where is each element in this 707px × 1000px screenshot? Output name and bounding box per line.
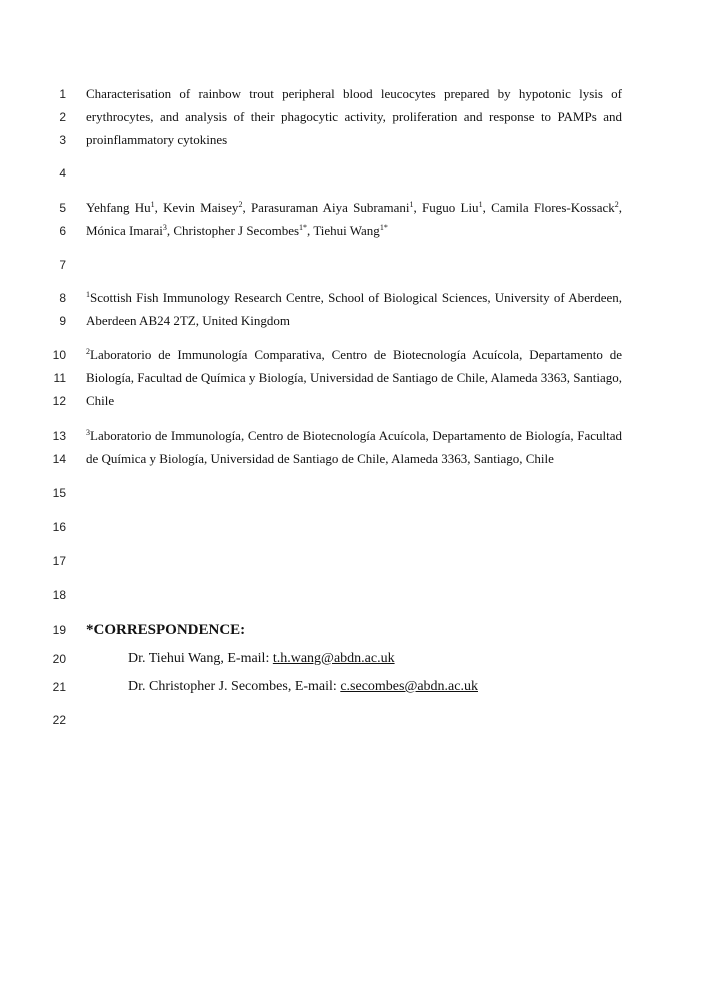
line-11: [0, 368, 707, 388]
line-number: 10: [52, 348, 66, 362]
author-affiliation: 1*: [299, 223, 308, 232]
line-16: [0, 517, 707, 537]
line-number: 16: [52, 520, 66, 534]
line-20: [0, 649, 707, 669]
author-list: Mónica Imarai$^3$, Christopher J Secombes$^{1*}$, Tiehui Wang$^{1*}$: [86, 223, 388, 238]
line-15: [0, 483, 707, 503]
line-number: 6: [59, 224, 66, 238]
line-number: 17: [52, 554, 66, 568]
line-number: 15: [52, 486, 66, 500]
author-affiliation: 2: [614, 200, 619, 209]
author-name: Christopher J Secombes: [173, 223, 300, 238]
email-link[interactable]: c.secombes@abdn.ac.uk: [340, 679, 478, 694]
contact-label: Dr. Christopher J. Secombes, E-mail:: [128, 679, 341, 694]
line-number: 11: [53, 371, 66, 385]
line-21: [0, 677, 707, 697]
contact-label: Dr. Tiehui Wang, E-mail:: [128, 651, 273, 666]
line-number: 3: [59, 133, 66, 147]
author-name: Camila Flores-Kossack: [491, 200, 615, 215]
line-number: 13: [52, 429, 66, 443]
affiliation-number: 2: [86, 347, 90, 356]
author-name: Parasuraman Aiya Subramani: [250, 200, 410, 215]
line-number: 8: [59, 291, 66, 305]
affiliation-number: 1: [86, 290, 90, 299]
affiliation: [86, 426, 622, 446]
line-8: [0, 288, 707, 308]
line-1: [0, 84, 707, 104]
line-number: 14: [52, 452, 66, 466]
line-number: 7: [59, 258, 66, 272]
line-14: [0, 449, 707, 469]
affiliation-text: Aberdeen AB24 2TZ, United Kingdom: [86, 313, 290, 328]
line-9: [0, 311, 707, 331]
line-6: [0, 221, 707, 241]
line-2: [0, 107, 707, 127]
affiliation-text: Scottish Fish Immunology Research Centre, School of Biological Sciences, University of Aberdeen,: [90, 290, 622, 305]
line-number: 12: [52, 394, 66, 408]
line-number: 21: [52, 680, 66, 694]
line-number: 5: [59, 201, 66, 215]
line-number: 20: [52, 652, 66, 666]
title-line: Characterisation of rainbow trout peripheral blood leucocytes prepared by hypotonic lysis of: [86, 86, 622, 101]
author-affiliation: 1: [478, 200, 483, 209]
title-line: erythrocytes, and analysis of their phagocytic activity, proliferation and response to PAMPs and: [86, 109, 622, 124]
line-13: [0, 426, 707, 446]
author-name: Mónica Imarai: [86, 223, 163, 238]
author-list: Yehfang Hu$^1$, Kevin Maisey$^2$, Parasuraman Aiya Subramani$^1$, Fuguo Liu$^1$, Camila Flores-Kossack$^2$,: [86, 200, 622, 215]
affiliation-text: Laboratorio de Immunología Comparativa, Centro de Biotecnología Acuícola, Departamento de: [90, 347, 622, 362]
correspondence-contact: [128, 649, 664, 669]
title-line: proinflammatory cytokines: [86, 132, 228, 147]
line-10: [0, 345, 707, 365]
line-number: 18: [52, 588, 66, 602]
affiliation-text: Chile: [86, 393, 115, 408]
line-number: 9: [59, 314, 66, 328]
affiliation: [86, 288, 622, 308]
author-name: Tiehui Wang: [313, 223, 380, 238]
author-name: Yehfang Hu: [86, 200, 151, 215]
line-22: [0, 710, 707, 730]
affiliation-text: Biología, Facultad de Química y Biología, Universidad de Santiago de Chile, Alameda 3363, Santiago,: [86, 370, 622, 385]
line-7: [0, 255, 707, 275]
line-18: [0, 585, 707, 605]
author-affiliation: 3: [162, 223, 167, 232]
correspondence-heading: *CORRESPONDENCE:: [86, 622, 246, 638]
affiliation-text: de Química y Biología, Universidad de Santiago de Chile, Alameda 3363, Santiago, Chile: [86, 451, 554, 466]
affiliation-text: Laboratorio de Immunología, Centro de Biotecnología Acuícola, Departamento de Biología, Facultad: [90, 428, 622, 443]
author-name: Kevin Maisey: [163, 200, 239, 215]
line-19: [0, 620, 707, 640]
email-link[interactable]: t.h.wang@abdn.ac.uk: [272, 651, 395, 666]
line-number: 22: [52, 713, 66, 727]
line-17: [0, 551, 707, 571]
author-affiliation: 1: [409, 200, 414, 209]
author-affiliation: 1*: [379, 223, 388, 232]
affiliation: [86, 345, 622, 365]
correspondence-contact: [128, 677, 664, 697]
line-4: [0, 163, 707, 183]
line-number: 4: [59, 166, 66, 180]
author-affiliation: 1: [150, 200, 155, 209]
author-name: Fuguo Liu: [422, 200, 479, 215]
line-number: 2: [59, 110, 66, 124]
affiliation-number: 3: [86, 428, 90, 437]
line-5: [0, 198, 707, 218]
line-3: [0, 130, 707, 150]
author-affiliation: 2: [238, 200, 243, 209]
line-number: 19: [52, 623, 66, 637]
line-12: [0, 391, 707, 411]
line-number: 1: [59, 87, 66, 101]
